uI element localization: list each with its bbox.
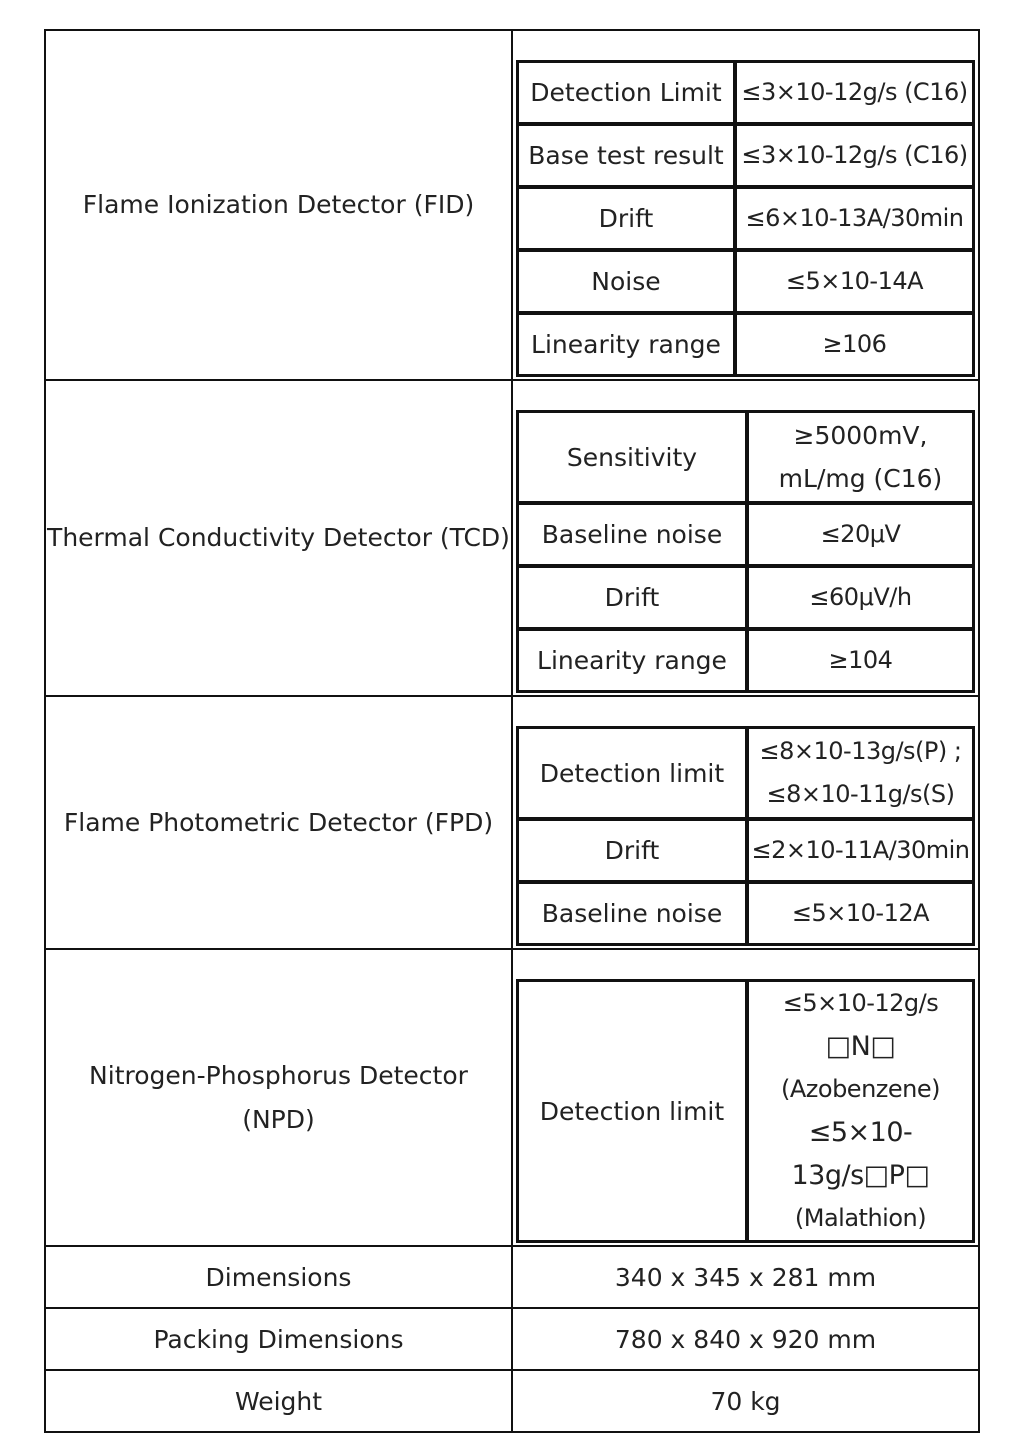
table-row: [517, 411, 974, 503]
table-row: [45, 1246, 979, 1308]
param-value: ≥104: [747, 629, 974, 692]
param-value: ≤5×10-14A: [735, 250, 974, 313]
param-label: Drift: [517, 819, 747, 882]
fpd-parameters: [516, 726, 975, 946]
table-row: [517, 313, 974, 376]
param-value: ≤5×10-12A: [747, 882, 974, 945]
param-value: ≤20μV: [747, 503, 974, 566]
fpd-detector-name: Flame Photometric Detector (FPD): [45, 696, 512, 949]
param-value: ≤2×10-11A/30min: [747, 819, 974, 882]
param-value: ≥106: [735, 313, 974, 376]
spec-sheet: [44, 29, 980, 1433]
fid-parameters: [516, 60, 975, 377]
spec-value: 780 x 840 x 920 mm: [512, 1308, 979, 1370]
table-row: [517, 819, 974, 882]
npd-detector-name: Nitrogen-Phosphorus Detector (NPD): [45, 949, 512, 1246]
table-row: [517, 727, 974, 819]
param-label: Baseline noise: [517, 882, 747, 945]
spec-value: 340 x 345 x 281 mm: [512, 1246, 979, 1308]
specifications-table: [44, 29, 980, 1433]
param-value: ≥5000mV, mL/mg (C16): [747, 411, 974, 503]
param-label: Detection Limit: [517, 61, 735, 124]
param-value: ≤3×10-12g/s (C16): [735, 124, 974, 187]
tcd-detector-name: Thermal Conductivity Detector (TCD): [45, 380, 512, 696]
table-row: [517, 980, 974, 1242]
param-value: ≤3×10-12g/s (C16): [735, 61, 974, 124]
param-value: ≤8×10-13g/s(P) ; ≤8×10-11g/s(S): [747, 727, 974, 819]
npd-section: [45, 949, 979, 1246]
table-row: [517, 250, 974, 313]
param-value: ≤60μV/h: [747, 566, 974, 629]
param-value: ≤6×10-13A/30min: [735, 187, 974, 250]
fpd-section: [45, 696, 979, 949]
spec-value: 70 kg: [512, 1370, 979, 1432]
table-row: [517, 503, 974, 566]
param-value: ≤5×10-12g/s □N□ (Azobenzene) ≤5×10-13g/s□P□ (Malathion): [747, 980, 974, 1242]
param-label: Drift: [517, 187, 735, 250]
param-label: Noise: [517, 250, 735, 313]
npd-parameters: [516, 979, 975, 1243]
param-label: Drift: [517, 566, 747, 629]
spec-label: Dimensions: [45, 1246, 512, 1308]
spec-label: Weight: [45, 1370, 512, 1432]
param-label: Detection limit: [517, 980, 747, 1242]
spec-label: Packing Dimensions: [45, 1308, 512, 1370]
table-row: [517, 124, 974, 187]
tcd-parameters: [516, 410, 975, 693]
param-label: Linearity range: [517, 313, 735, 376]
table-row: [517, 61, 974, 124]
table-row: [517, 187, 974, 250]
table-row: [517, 629, 974, 692]
param-label: Detection limit: [517, 727, 747, 819]
fid-section: [45, 30, 979, 380]
table-row: [517, 566, 974, 629]
param-label: Baseline noise: [517, 503, 747, 566]
table-row: [45, 1308, 979, 1370]
param-label: Base test result: [517, 124, 735, 187]
table-row: [517, 882, 974, 945]
fid-detector-name: Flame Ionization Detector (FID): [45, 30, 512, 380]
param-label: Linearity range: [517, 629, 747, 692]
param-label: Sensitivity: [517, 411, 747, 503]
tcd-section: [45, 380, 979, 696]
table-row: [45, 1370, 979, 1432]
